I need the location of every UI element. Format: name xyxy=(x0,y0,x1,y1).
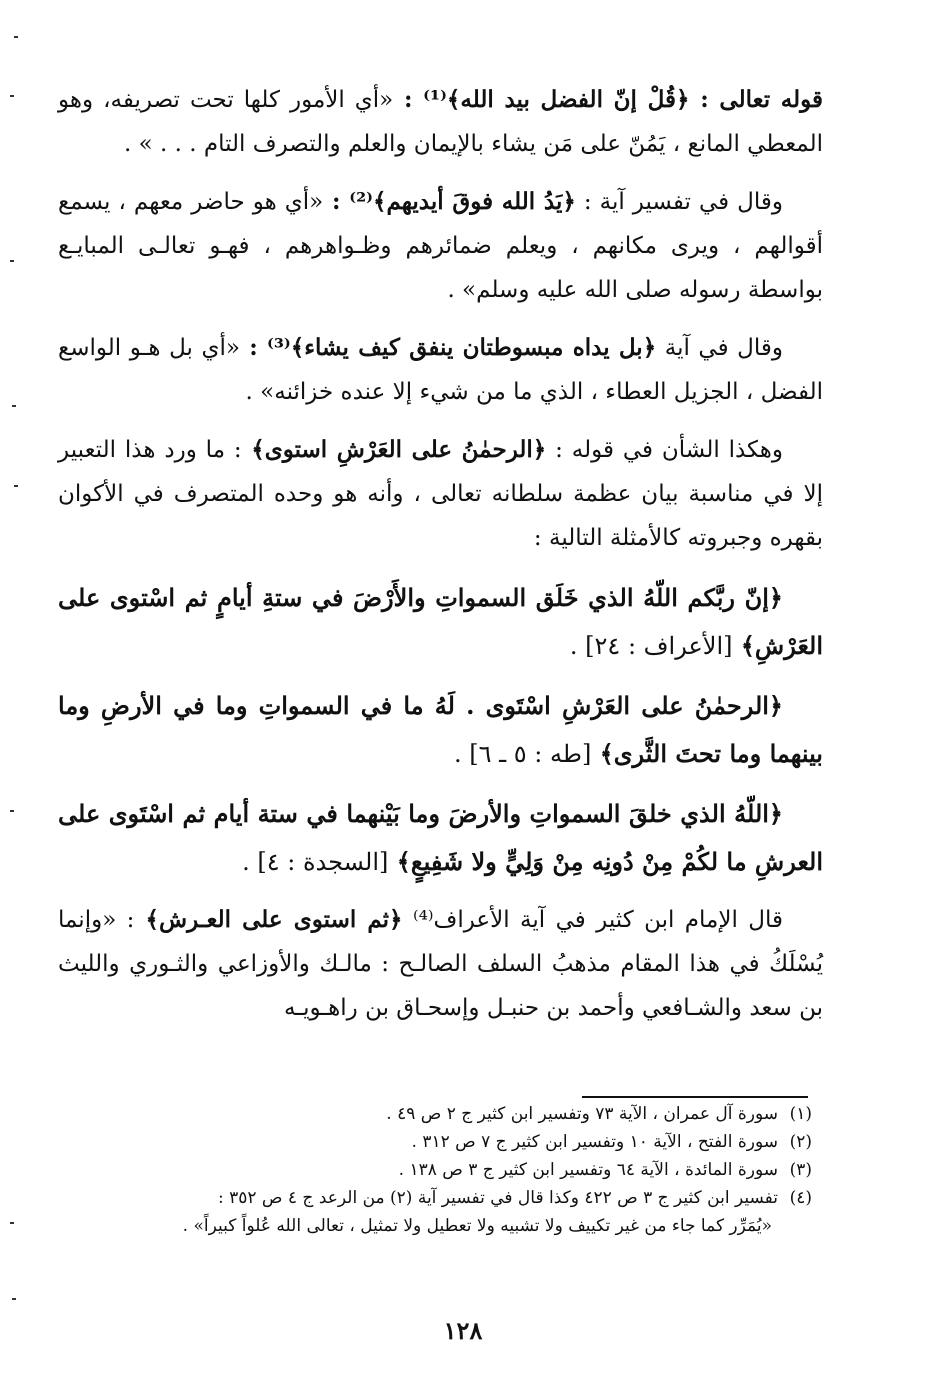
margin-speck xyxy=(12,405,16,407)
quran-quote: ﴿إنّ ربَّكم اللّهُ الذي خَلَق السمواتِ والأَرْضَ في ستةِ أيامٍ ثم اسْتوى على العَرْشِ﴾ xyxy=(58,583,823,660)
paragraph-8 xyxy=(58,898,823,1030)
footnotes xyxy=(60,1100,812,1240)
paragraph-1 xyxy=(58,78,823,166)
footnote-4-continuation: «يُمَرِّر كما جاء من غير تكييف ولا تشبيه ولا تعطيل ولا تمثيل ، تعالى الله عُلواً كبيراً» . xyxy=(182,1216,772,1236)
verse-1 xyxy=(58,574,823,670)
footnote-text: تفسير ابن كثير ج ٣ ص ٤٢٢ وكذا قال في تفسير آية (٢) من الرعد ج ٤ ص ٣٥٢ : xyxy=(217,1188,778,1208)
verse-reference: [الأعراف : ٢٤] . xyxy=(569,632,733,660)
paragraph-3 xyxy=(58,326,823,414)
intro-text: وقال في آية xyxy=(656,335,783,361)
commentary-text: : «وإنما يُسْلَكُ في هذا المقام مذهبُ السلف الصالـح : مالـك والأوزاعي والثـوري والليث بن سعد والشـافعي وأحمد بن حنبـل وإسحـاق بن راهـويـه xyxy=(58,907,823,1021)
quran-quote: ﴿الرحمٰنُ على العَرْشِ استوى﴾ xyxy=(241,436,547,463)
footnote-number: (٤) xyxy=(789,1188,812,1208)
verse-2 xyxy=(58,682,823,778)
footnote-4 xyxy=(60,1184,812,1212)
margin-speck xyxy=(14,36,18,38)
commentary-text: «أي بل هـو الواسع الفضل ، الجزيل العطاء ، الذي ما من شيء إلا عنده خزائنه» . xyxy=(58,335,823,405)
quran-quote: ﴿الرحمٰنُ على العَرْشِ اسْتَوى . لَهُ ما في السمواتِ وما في الأرضِ وما بينهما وما تحتَ الثَّرى﴾ xyxy=(58,691,823,768)
footnote-text: سورة آل عمران ، الآية ٧٣ وتفسير ابن كثير ج ٢ ص ٤٩ . xyxy=(386,1104,778,1124)
commentary-text: «أي هو حاضر معهم ، يسمع أقوالهم ، ويرى مكانهم ، ويعلم ضمائرهم وظـواهرهم ، فهـو تعالـى المبايـع بواسطة رسوله صلى الله عليه وسلم» . xyxy=(58,189,823,303)
intro-text: قال الإمام ابن كثير في آية الأعراف⁽⁴⁾ xyxy=(402,907,783,933)
intro-text: وهكذا الشأن في قوله : xyxy=(546,437,783,463)
intro-text: وقال في تفسير آية : xyxy=(575,189,783,215)
quran-quote: ﴿اللّهُ الذي خلقَ السمواتِ والأرضَ وما بَيْنهما في ستة أيام ثم اسْتَوى على العرشِ ما لكُمْ مِنْ دُونِه مِنْ وَلِيٍّ ولا شَفِيعٍ﴾ xyxy=(58,799,823,876)
page-number: ١٢٨ xyxy=(443,1316,483,1345)
quran-quote: ﴿ثم استوى على العـرش﴾ xyxy=(134,906,403,933)
footnote-2 xyxy=(60,1128,812,1156)
main-text xyxy=(58,78,823,1044)
quran-quote: قوله تعالى : ﴿قُلْ إنّ الفضل بيد الله﴾⁽¹⁾ : xyxy=(393,86,824,113)
footnote-text: سورة المائدة ، الآية ٦٤ وتفسير ابن كثير ج ٣ ص ١٣٨ . xyxy=(398,1160,778,1180)
commentary-text: : ما ورد هذا التعبير إلا في مناسبة بيان عظمة سلطانه تعالى ، وأنه هو وحده المتصرف في الأكوان بقهره وجبروته كالأمثلة التالية : xyxy=(58,437,823,551)
verse-reference: [طه : ٥ ـ ٦] . xyxy=(453,740,592,768)
paragraph-4 xyxy=(58,428,823,560)
footnote-3 xyxy=(60,1156,812,1184)
verse-reference: [السجدة : ٤] . xyxy=(242,848,389,876)
footnote-number: (٢) xyxy=(789,1132,812,1152)
footnote-number: (٣) xyxy=(789,1160,812,1180)
commentary-text: «أي الأمور كلها تحت تصريفه، وهو المعطي المانع ، يَمُنّ على مَن يشاء بالإيمان والعلم والتصرف التام . . . » . xyxy=(58,87,823,157)
footnote-divider xyxy=(582,1096,808,1098)
margin-speck xyxy=(14,485,18,487)
verse-3 xyxy=(58,790,823,886)
footnote-1 xyxy=(60,1100,812,1128)
footnote-text: سورة الفتح ، الآية ١٠ وتفسير ابن كثير ج ٧ ص ٣١٢ . xyxy=(411,1132,778,1152)
margin-speck xyxy=(10,260,14,262)
quran-quote: ﴿يَدُ الله فوقَ أيديهم﴾⁽²⁾ : xyxy=(323,188,576,215)
quran-quote: ﴿بل يداه مبسوطتان ينفق كيف يشاء﴾⁽³⁾ : xyxy=(239,334,657,361)
margin-speck xyxy=(10,1222,14,1224)
margin-speck xyxy=(12,1298,16,1300)
margin-speck xyxy=(10,95,14,97)
footnote-number: (١) xyxy=(789,1104,812,1124)
paragraph-2 xyxy=(58,180,823,312)
margin-speck xyxy=(10,810,14,812)
